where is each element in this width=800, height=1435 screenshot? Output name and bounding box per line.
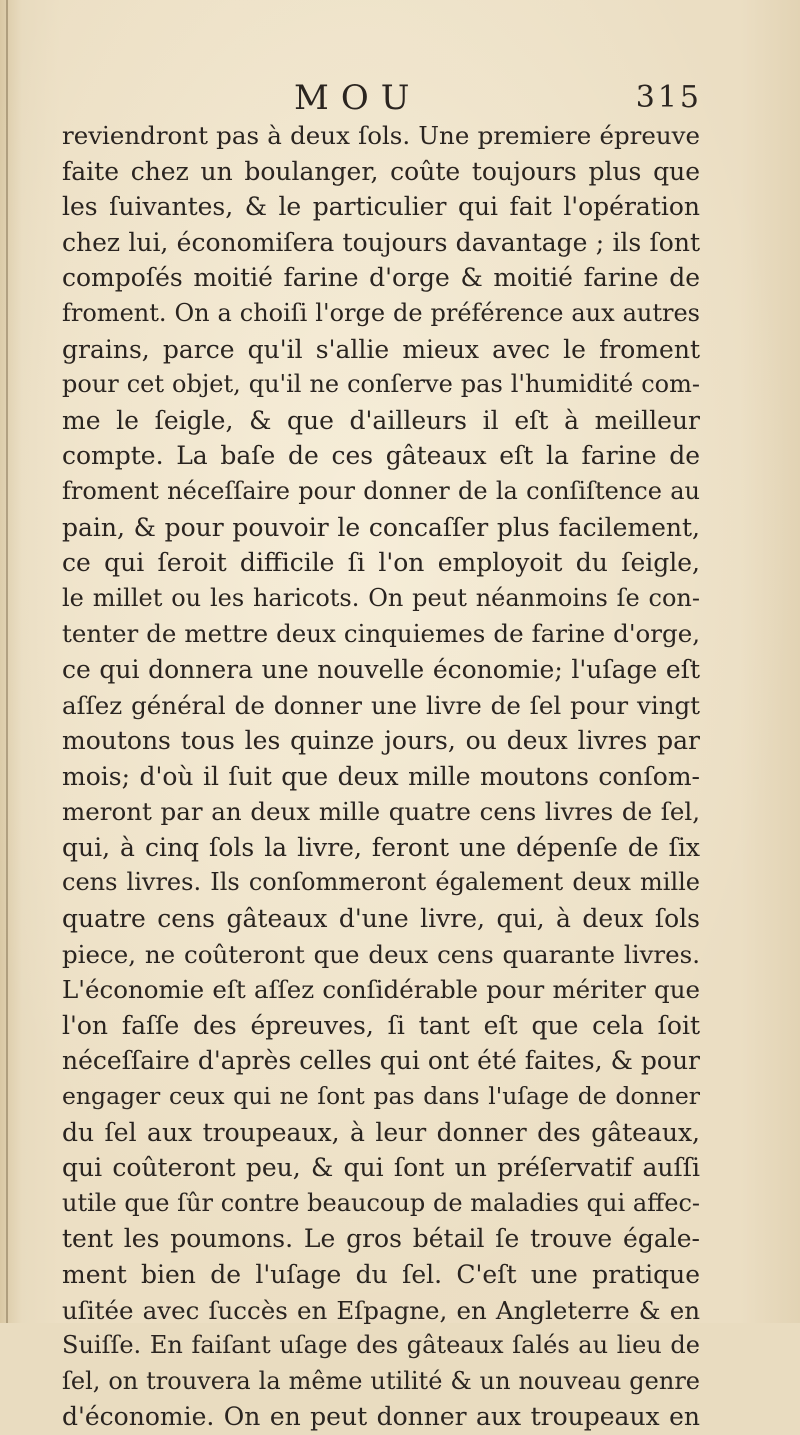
page-number: 315 xyxy=(635,80,702,115)
text-line: néceſſaire d'après celles qui ont été faites, & pour xyxy=(62,1046,700,1076)
text-line: ce qui ſeroit difficile ſi l'on employoit du ſeigle, xyxy=(62,548,700,578)
text-line: l'on faſſe des épreuves, ſi tant eſt que cela ſoit xyxy=(62,1010,700,1040)
text-line: les ſuivantes, & le particulier qui fait l'opération xyxy=(62,192,700,222)
text-line: ment bien de l'uſage du ſel. C'eſt une pratique xyxy=(62,1260,700,1289)
text-line: cens livres. Ils conſommeront également deux mille xyxy=(62,868,700,897)
text-line: compoſés moitié farine d'orge & moitié farine de xyxy=(62,263,700,293)
running-head: MOU xyxy=(294,78,422,118)
text-line: engager ceux qui ne ſont pas dans l'uſage de donner xyxy=(62,1082,700,1111)
text-line: aſſez général de donner une livre de ſel pour vingt xyxy=(62,690,700,720)
text-line: qui coûteront peu, & qui ſont un préſervatif auſſi xyxy=(62,1153,700,1183)
text-line: le millet ou les haricots. On peut néanmoins ſe con- xyxy=(62,583,700,612)
text-line: reviendront pas à deux ſols. Une premiere épreuve xyxy=(62,121,700,150)
text-line: d'économie. On en peut donner aux troupeaux en xyxy=(62,1402,700,1432)
text-line: moutons tous les quinze jours, ou deux livres par xyxy=(62,726,700,756)
page-gutter-edge xyxy=(6,0,8,1323)
text-line: ſel, on trouvera la même utilité & un nouveau genre xyxy=(62,1366,700,1395)
text-line: me le ſeigle, & que d'ailleurs il eſt à meilleur xyxy=(62,405,700,435)
text-line: froment. On a choiſi l'orge de préférence aux autres xyxy=(62,298,700,327)
text-line: chez lui, économiſera toujours davantage ; ils ſont xyxy=(62,227,700,257)
text-line: uſitée avec ſuccès en Eſpagne, en Angleterre & en xyxy=(62,1295,700,1325)
text-line: du ſel aux troupeaux, à leur donner des gâteaux, xyxy=(62,1117,700,1147)
text-line: ce qui donnera une nouvelle économie; l'uſage eſt xyxy=(62,654,700,684)
text-line: froment néceſſaire pour donner de la conſiſtence au xyxy=(62,476,700,505)
body-text xyxy=(62,118,700,1435)
text-line: pain, & pour pouvoir le concaſſer plus facilement, xyxy=(62,512,700,542)
text-line: qui, à cinq ſols la livre, feront une dépenſe de ſix xyxy=(62,832,700,862)
text-line: mois; d'où il ſuit que deux mille moutons conſom- xyxy=(62,761,700,791)
text-line: pour cet objet, qu'il ne conſerve pas l'humidité com- xyxy=(62,370,700,399)
text-line: compte. La baſe de ces gâteaux eſt la farine de xyxy=(62,441,700,471)
text-line: L'économie eſt aſſez conſidérable pour mériter que xyxy=(62,975,700,1005)
text-line: tenter de mettre deux cinquiemes de farine d'orge, xyxy=(62,619,700,649)
text-line: piece, ne coûteront que deux cens quarante livres. xyxy=(62,939,700,969)
text-line: Suiſſe. En faiſant uſage des gâteaux ſalés au lieu de xyxy=(62,1331,700,1360)
text-line: quatre cens gâteaux d'une livre, qui, à deux ſols xyxy=(62,904,700,934)
text-line: grains, parce qu'il s'allie mieux avec le froment xyxy=(62,334,700,364)
text-line: faite chez un boulanger, coûte toujours plus que xyxy=(62,156,700,186)
page-header xyxy=(62,78,702,122)
text-line: utile que ſûr contre beaucoup de maladies qui affec- xyxy=(62,1188,700,1217)
text-line: meront par an deux mille quatre cens livres de ſel, xyxy=(62,797,700,827)
text-line: tent les poumons. Le gros bétail ſe trouve égale- xyxy=(62,1224,700,1254)
